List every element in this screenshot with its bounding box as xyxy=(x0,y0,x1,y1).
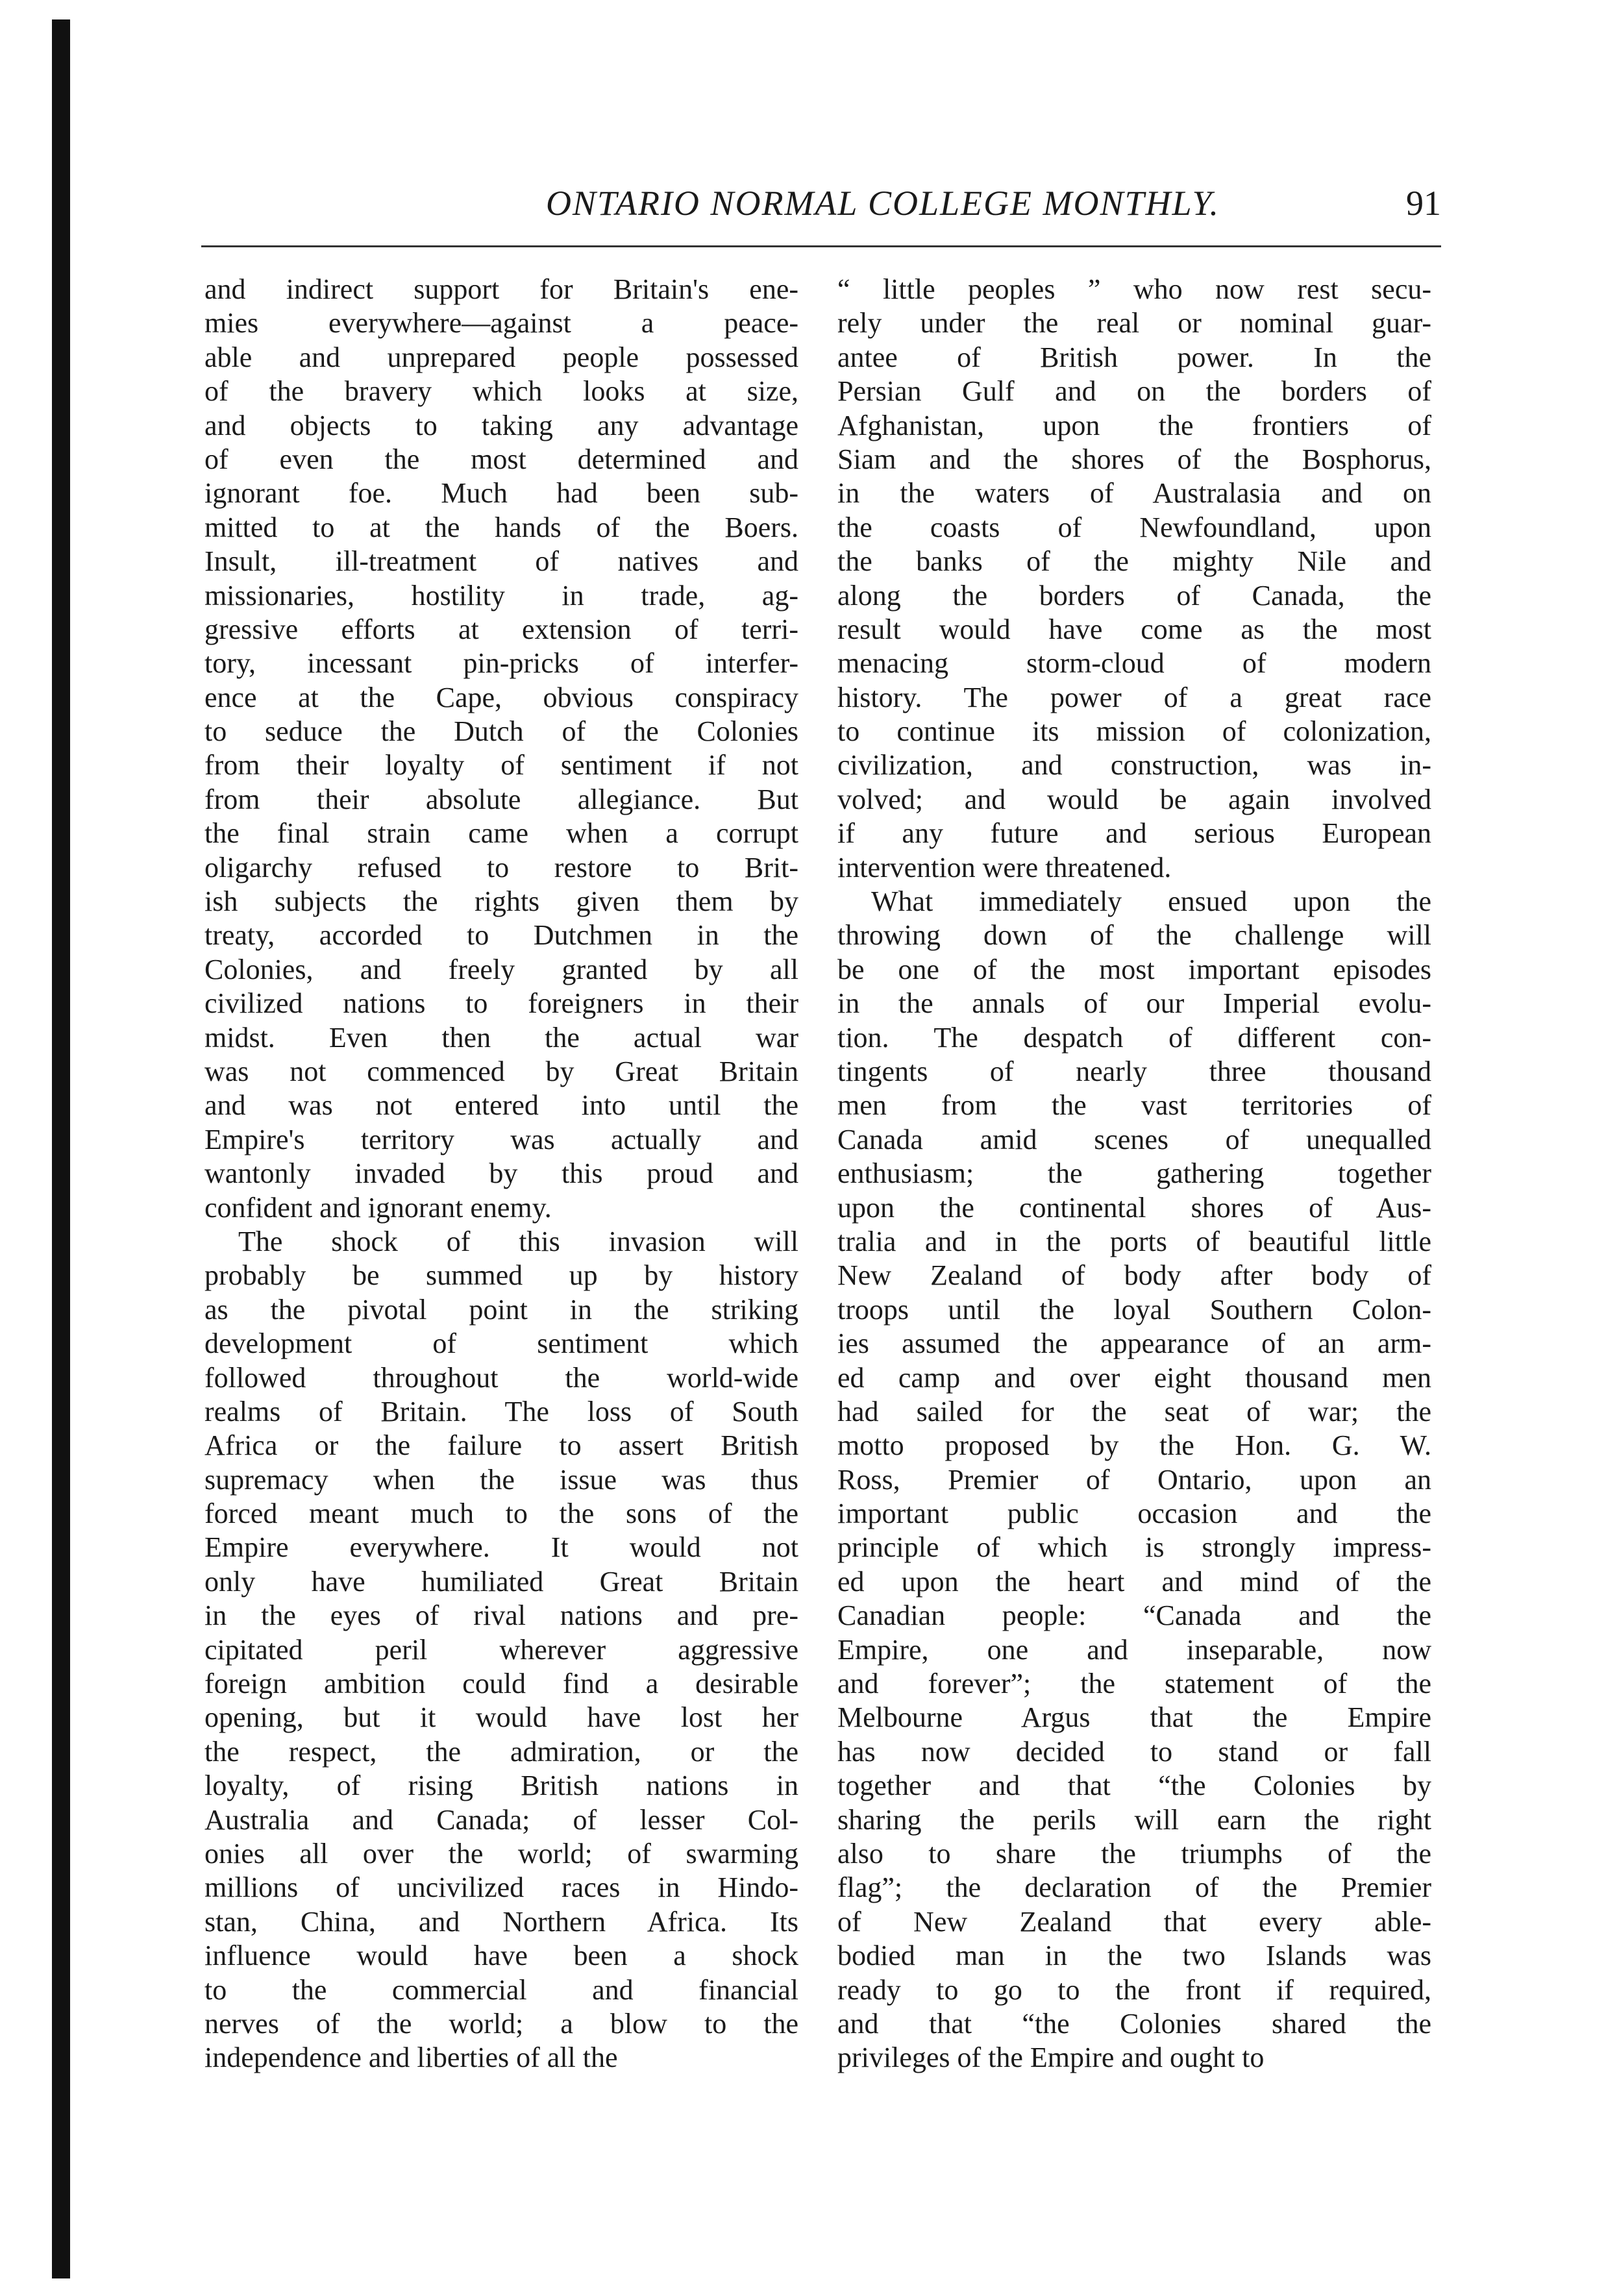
text-line: ignorant foe. Much had been sub- xyxy=(204,477,798,510)
text-line: ed camp and over eight thousand men xyxy=(837,1361,1431,1394)
text-line: oligarchy refused to restore to Brit- xyxy=(204,851,798,883)
text-line: forced meant much to the sons of the xyxy=(204,1498,798,1530)
text-line: Melbourne Argus that the Empire xyxy=(837,1701,1431,1734)
text-line: in the waters of Australasia and on xyxy=(837,477,1431,510)
text-line: mies everywhere—against a peace- xyxy=(204,307,798,339)
text-line: important public occasion and the xyxy=(837,1498,1431,1530)
text-line: together and that “the Colonies by xyxy=(837,1770,1431,1802)
text-line: be one of the most important episodes xyxy=(837,953,1431,985)
text-line: supremacy when the issue was thus xyxy=(204,1463,798,1496)
text-line: of New Zealand that every able- xyxy=(837,1905,1431,1938)
text-line: ies assumed the appearance of an arm- xyxy=(837,1327,1431,1360)
text-line: to continue its mission of colonization, xyxy=(837,715,1431,748)
text-line: sharing the perils will earn the right xyxy=(837,1803,1431,1836)
text-line: the final strain came when a corrupt xyxy=(204,817,798,850)
text-line: Empire, one and inseparable, now xyxy=(837,1633,1431,1666)
text-line: foreign ambition could find a desirable xyxy=(204,1668,798,1700)
text-line: as the pivotal point in the striking xyxy=(204,1293,798,1326)
text-line: wantonly invaded by this proud and xyxy=(204,1157,798,1190)
page-number: 91 xyxy=(1406,184,1441,223)
text-line: menacing storm-cloud of modern xyxy=(837,647,1431,680)
text-line: followed throughout the world-wide xyxy=(204,1361,798,1394)
text-line: confident and ignorant enemy. xyxy=(204,1191,552,1224)
binding-edge xyxy=(52,19,70,2278)
text-line: Persian Gulf and on the borders of xyxy=(837,375,1431,408)
journal-title: ONTARIO NORMAL COLLEGE MONTHLY. xyxy=(545,184,1220,223)
text-line: tion. The despatch of different con- xyxy=(837,1021,1431,1054)
text-line: Australia and Canada; of lesser Col- xyxy=(204,1803,798,1836)
text-line: motto proposed by the Hon. G. W. xyxy=(837,1429,1431,1462)
text-line: the respect, the admiration, or the xyxy=(204,1735,798,1768)
text-line: intervention were threatened. xyxy=(837,851,1172,883)
text-line: What immediately ensued upon the xyxy=(871,885,1431,918)
text-line: to the commercial and financial xyxy=(204,1973,798,2006)
left-column xyxy=(204,273,798,2075)
text-line: probably be summed up by history xyxy=(204,1259,798,1292)
text-line: men from the vast territories of xyxy=(837,1089,1431,1122)
text-line: enthusiasm; the gathering together xyxy=(837,1157,1431,1190)
text-line: ish subjects the rights given them by xyxy=(204,885,798,918)
text-line: millions of uncivilized races in Hindo- xyxy=(204,1871,798,1904)
text-line: and indirect support for Britain's ene- xyxy=(204,273,798,305)
text-line: the coasts of Newfoundland, upon xyxy=(837,511,1431,543)
text-line: Canadian people: “Canada and the xyxy=(837,1599,1431,1632)
text-line: midst. Even then the actual war xyxy=(204,1021,798,1054)
right-column xyxy=(837,273,1431,2075)
text-line: history. The power of a great race xyxy=(837,681,1431,713)
text-line: stan, China, and Northern Africa. Its xyxy=(204,1905,798,1938)
text-line: of even the most determined and xyxy=(204,443,798,475)
text-line: ready to go to the front if required, xyxy=(837,1973,1431,2006)
text-line: treaty, accorded to Dutchmen in the xyxy=(204,919,798,952)
text-line: troops until the loyal Southern Colon- xyxy=(837,1293,1431,1326)
text-line: to seduce the Dutch of the Colonies xyxy=(204,715,798,748)
text-line: principle of which is strongly impress- xyxy=(837,1531,1431,1564)
text-line: in the eyes of rival nations and pre- xyxy=(204,1599,798,1632)
text-line: in the annals of our Imperial evolu- xyxy=(837,987,1431,1020)
text-line: antee of British power. In the xyxy=(837,341,1431,373)
header-rule xyxy=(201,245,1441,247)
text-line: gressive efforts at extension of terri- xyxy=(204,613,798,645)
text-line: “ little peoples ” who now rest secu- xyxy=(837,273,1431,305)
text-line: and forever”; the statement of the xyxy=(837,1668,1431,1700)
text-line: independence and liberties of all the xyxy=(204,2042,618,2074)
text-line: only have humiliated Great Britain xyxy=(204,1565,798,1598)
text-line: rely under the real or nominal guar- xyxy=(837,307,1431,339)
text-line: cipitated peril wherever aggressive xyxy=(204,1633,798,1666)
text-line: Empire's territory was actually and xyxy=(204,1123,798,1155)
text-line: tralia and in the ports of beautiful little xyxy=(837,1225,1431,1257)
running-head xyxy=(201,174,1441,232)
text-line: has now decided to stand or fall xyxy=(837,1735,1431,1768)
text-line: mitted to at the hands of the Boers. xyxy=(204,511,798,543)
text-line: Insult, ill-treatment of natives and xyxy=(204,545,798,578)
text-line: influence would have been a shock xyxy=(204,1940,798,1972)
text-line: tingents of nearly three thousand xyxy=(837,1055,1431,1087)
text-line: flag”; the declaration of the Premier xyxy=(837,1871,1431,1904)
text-line: Canada amid scenes of unequalled xyxy=(837,1123,1431,1155)
text-line: upon the continental shores of Aus- xyxy=(837,1191,1431,1224)
text-line: privileges of the Empire and ought to xyxy=(837,2042,1265,2074)
text-line: Africa or the failure to assert British xyxy=(204,1429,798,1462)
text-line: and objects to taking any advantage xyxy=(204,409,798,441)
text-line: onies all over the world; of swarming xyxy=(204,1837,798,1870)
text-line: if any future and serious European xyxy=(837,817,1431,850)
text-line: civilized nations to foreigners in their xyxy=(204,987,798,1020)
text-line: and was not entered into until the xyxy=(204,1089,798,1122)
text-line: of the bravery which looks at size, xyxy=(204,375,798,408)
text-line: volved; and would be again involved xyxy=(837,783,1431,815)
text-line: and that “the Colonies shared the xyxy=(837,2007,1431,2040)
text-line: ence at the Cape, obvious conspiracy xyxy=(204,681,798,713)
text-line: ed upon the heart and mind of the xyxy=(837,1565,1431,1598)
text-line: missionaries, hostility in trade, ag- xyxy=(204,579,798,611)
text-line: bodied man in the two Islands was xyxy=(837,1940,1431,1972)
text-line: from their loyalty of sentiment if not xyxy=(204,749,798,782)
text-line: development of sentiment which xyxy=(204,1327,798,1360)
text-line: throwing down of the challenge will xyxy=(837,919,1431,952)
text-line: opening, but it would have lost her xyxy=(204,1701,798,1734)
text-line: Ross, Premier of Ontario, upon an xyxy=(837,1463,1431,1496)
text-line: Siam and the shores of the Bosphorus, xyxy=(837,443,1431,475)
text-line: able and unprepared people possessed xyxy=(204,341,798,373)
text-line: along the borders of Canada, the xyxy=(837,579,1431,611)
text-line: result would have come as the most xyxy=(837,613,1431,645)
text-line: Afghanistan, upon the frontiers of xyxy=(837,409,1431,441)
text-line: the banks of the mighty Nile and xyxy=(837,545,1431,578)
text-line: civilization, and construction, was in- xyxy=(837,749,1431,782)
text-line: loyalty, of rising British nations in xyxy=(204,1770,798,1802)
text-line: from their absolute allegiance. But xyxy=(204,783,798,815)
text-line: was not commenced by Great Britain xyxy=(204,1055,798,1087)
text-line: Colonies, and freely granted by all xyxy=(204,953,798,985)
text-line: New Zealand of body after body of xyxy=(837,1259,1431,1292)
text-line: also to share the triumphs of the xyxy=(837,1837,1431,1870)
text-line: realms of Britain. The loss of South xyxy=(204,1395,798,1427)
text-line: The shock of this invasion will xyxy=(238,1225,798,1257)
text-line: tory, incessant pin-pricks of interfer- xyxy=(204,647,798,680)
text-line: nerves of the world; a blow to the xyxy=(204,2007,798,2040)
text-line: Empire everywhere. It would not xyxy=(204,1531,798,1564)
text-line: had sailed for the seat of war; the xyxy=(837,1395,1431,1427)
